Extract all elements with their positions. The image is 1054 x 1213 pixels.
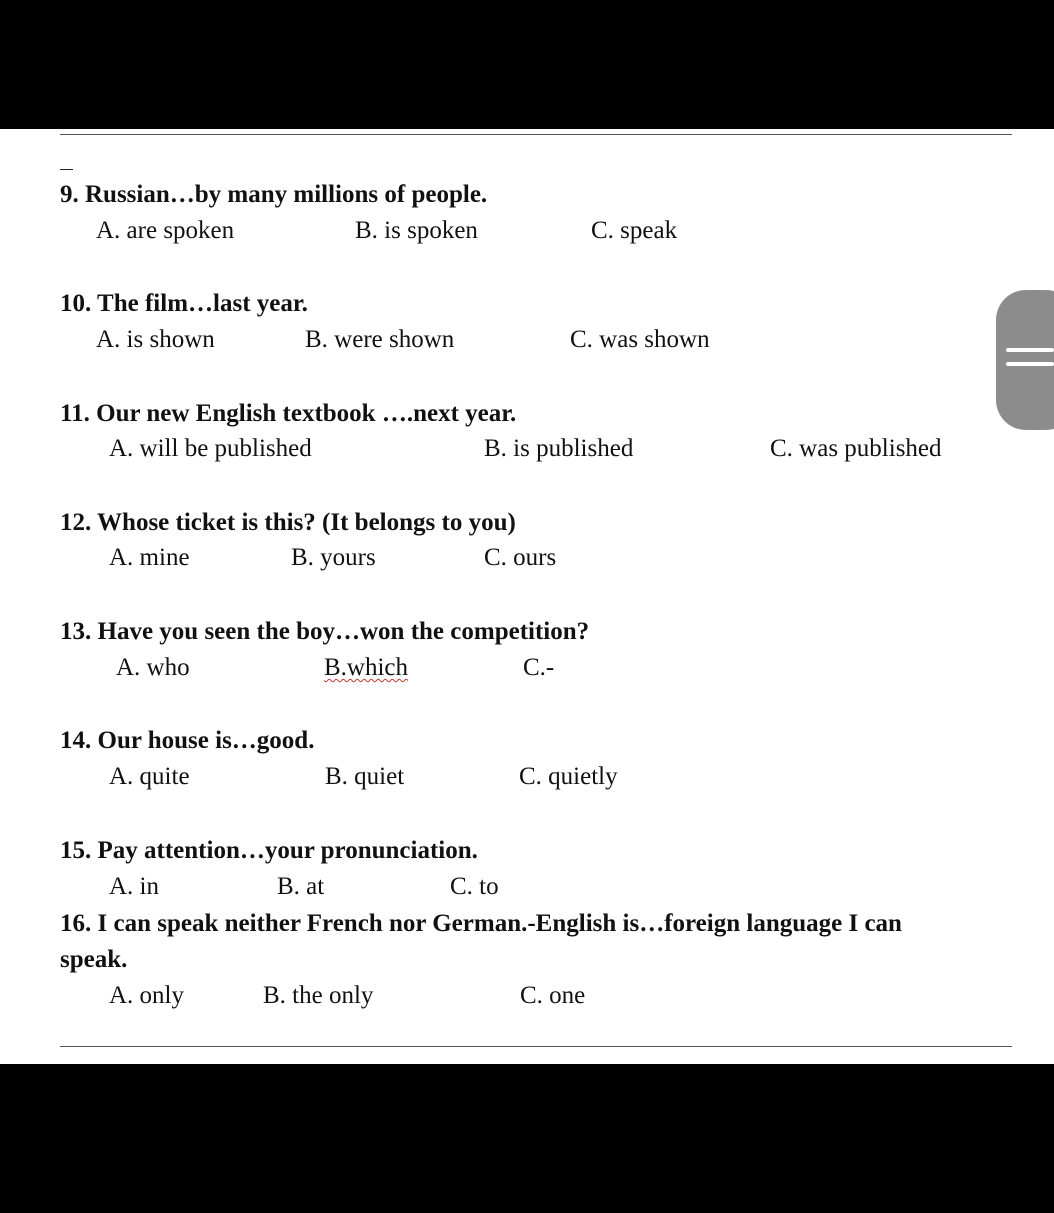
question-9: 9. Russian…by many millions of people.	[60, 181, 488, 208]
option-16c: C. one	[520, 982, 586, 1009]
question-16-line2: speak.	[60, 946, 128, 973]
option-14a: A. quite	[109, 763, 190, 790]
option-16a: A. only	[109, 982, 184, 1009]
grip-line-icon	[1006, 362, 1054, 366]
dash-mark	[60, 169, 73, 170]
option-12b: B. yours	[291, 544, 376, 571]
option-13a: A. who	[116, 654, 190, 681]
option-13c: C.-	[523, 654, 555, 681]
question-14: 14. Our house is…good.	[60, 727, 315, 754]
option-11a: A. will be published	[109, 435, 312, 462]
top-rule	[60, 134, 1012, 135]
option-12a: A. mine	[109, 544, 190, 571]
scroll-handle[interactable]	[996, 290, 1054, 430]
question-11: 11. Our new English textbook ….next year.	[60, 400, 517, 427]
option-11b: B. is published	[484, 435, 634, 462]
document-page	[0, 129, 1054, 1064]
option-10a: A. is shown	[96, 326, 215, 353]
question-10: 10. The film…last year.	[60, 290, 308, 317]
option-9c: C. speak	[591, 217, 678, 244]
option-10c: C. was shown	[570, 326, 710, 353]
option-14c: C. quietly	[519, 763, 618, 790]
bottom-rule	[60, 1046, 1012, 1047]
question-12: 12. Whose ticket is this? (It belongs to you)	[60, 509, 516, 536]
option-11c: C. was published	[770, 435, 942, 462]
option-9a: A. are spoken	[96, 217, 235, 244]
question-13: 13. Have you seen the boy…won the competition?	[60, 618, 590, 645]
option-15b: B. at	[277, 873, 325, 900]
option-14b: B. quiet	[325, 763, 405, 790]
option-12c: C. ours	[484, 544, 557, 571]
option-13b: B.which	[324, 654, 409, 681]
option-15c: C. to	[450, 873, 499, 900]
option-15a: A. in	[109, 873, 159, 900]
option-16b: B. the only	[263, 982, 374, 1009]
grip-line-icon	[1006, 348, 1054, 352]
option-9b: B. is spoken	[355, 217, 478, 244]
option-10b: B. were shown	[305, 326, 455, 353]
question-16-line1: 16. I can speak neither French nor German.-English is…foreign language I can	[60, 910, 902, 937]
question-15: 15. Pay attention…your pronunciation.	[60, 837, 478, 864]
